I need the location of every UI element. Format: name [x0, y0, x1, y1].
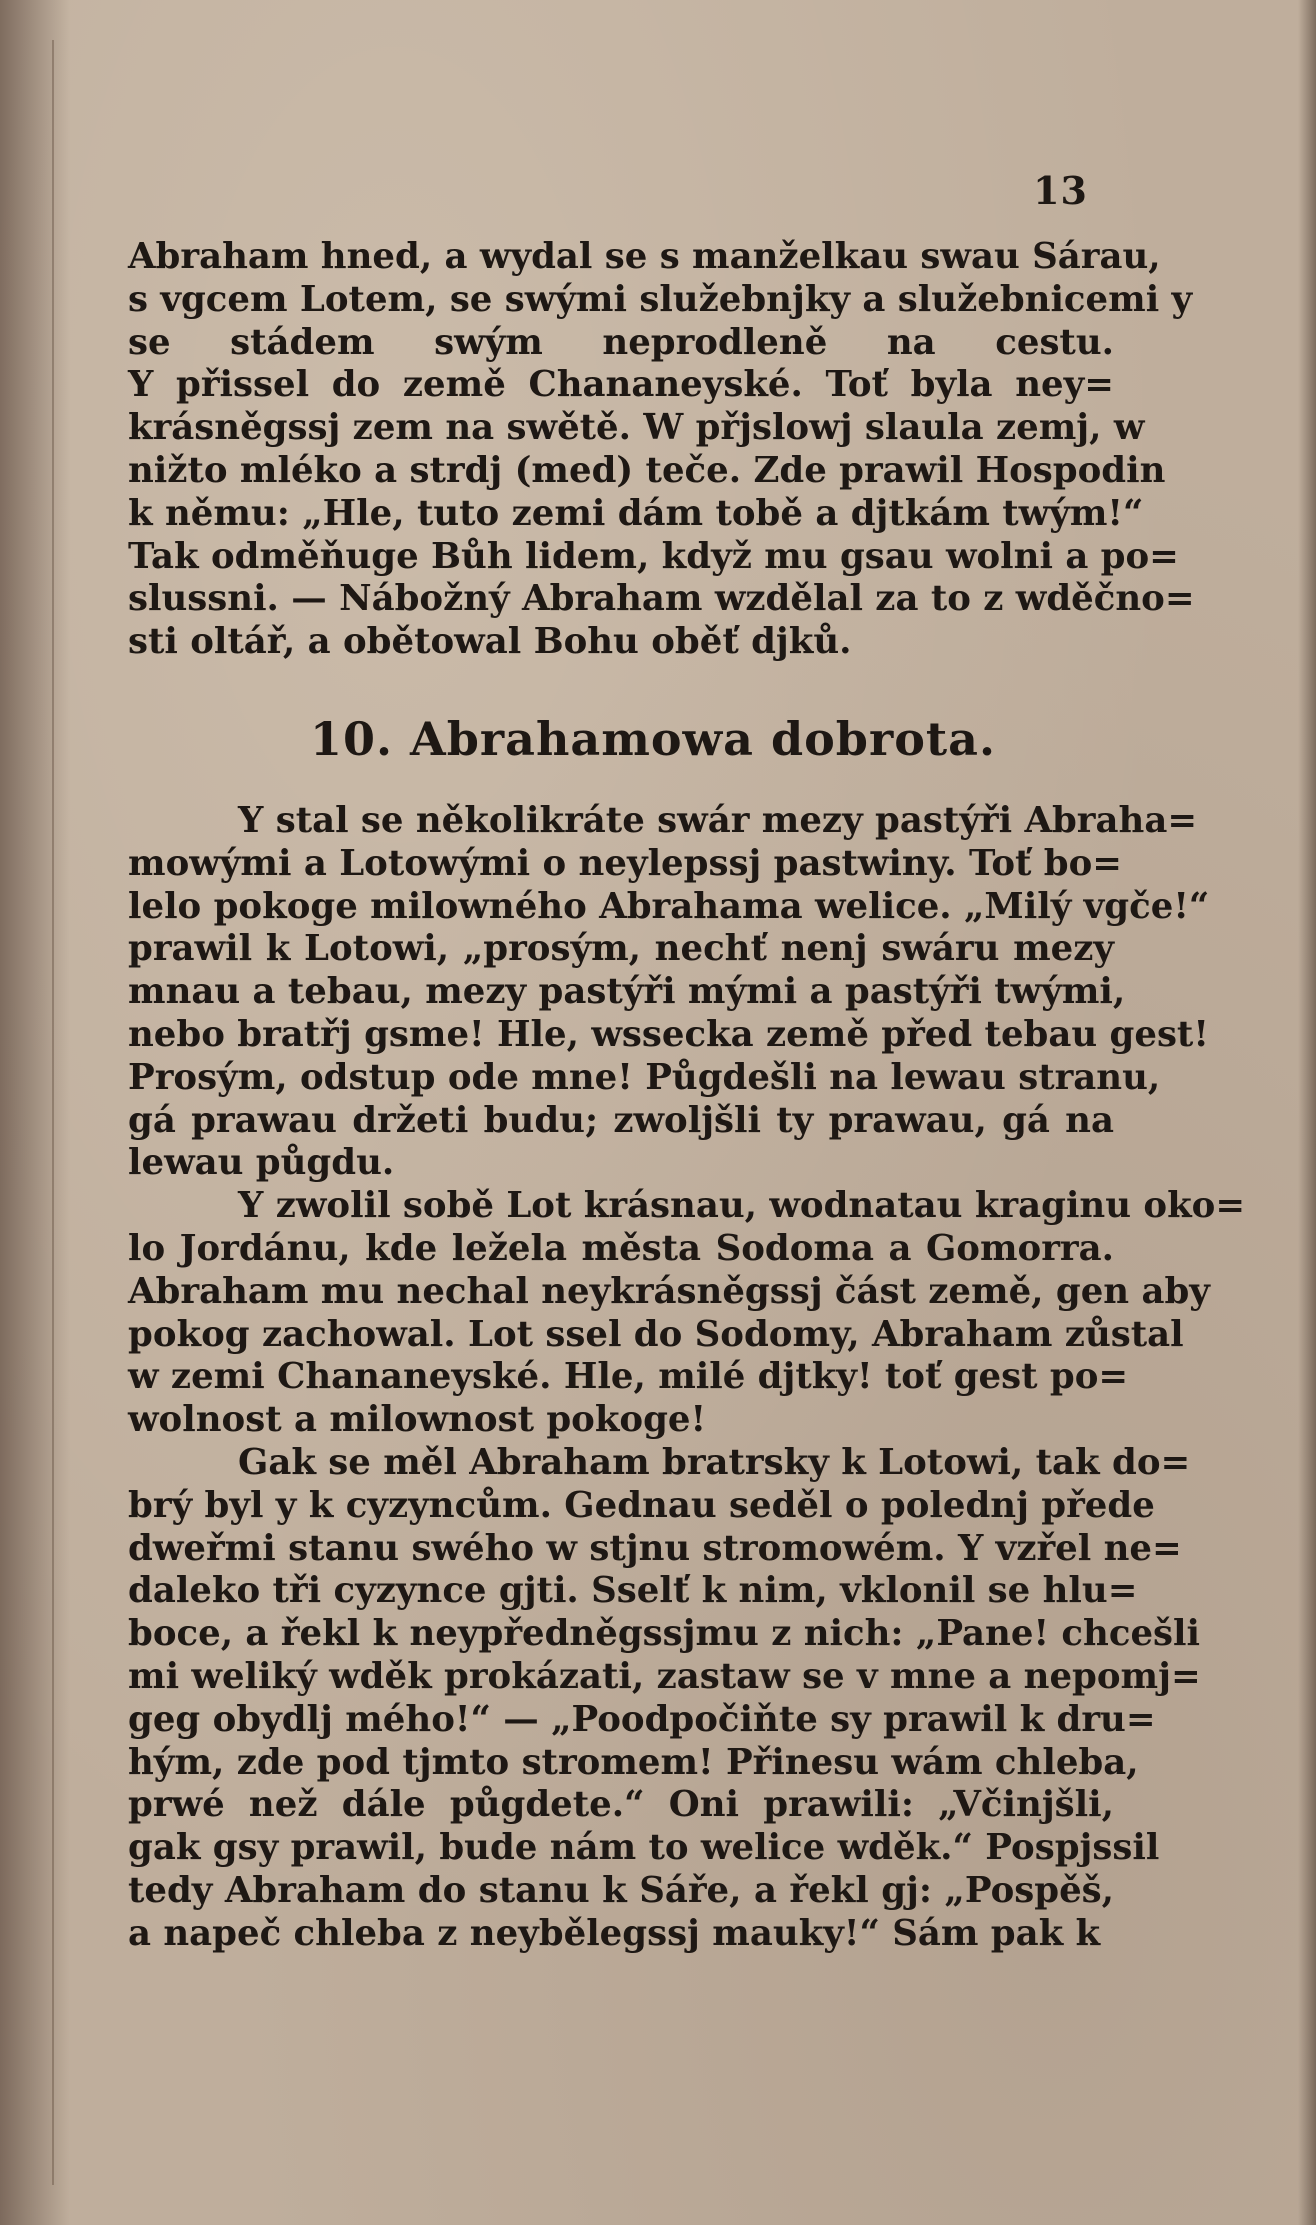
- text-line: tedy Abraham do stanu k Sáře, a řekl gj: „Pospěš,: [128, 1869, 1114, 1911]
- page-number: 13: [1033, 168, 1088, 213]
- text-line: Tak odměňuge Bůh lidem, když mu gsau wolni a po=: [128, 535, 1179, 577]
- text-line: a napeč chleba z neybělegssj mauky!“ Sám pak k: [128, 1912, 1101, 1954]
- paragraph-abraham-journey: [128, 236, 1195, 664]
- text-line: gak gsy prawil, bude nám to welice wděk.“ Pospjssil: [128, 1827, 1160, 1869]
- page-edge-shadow: [1298, 0, 1316, 2225]
- text-line: lelo pokoge milowného Abrahama welice. „Milý vgče!“: [128, 885, 1210, 927]
- text-line: daleko tři cyzynce gjti. Sselť k nim, vklonil se hlu=: [128, 1570, 1138, 1612]
- text-line: hým, zde pod tjmto stromem! Přinesu wám chleba,: [128, 1741, 1139, 1783]
- text-line: Y přissel do země Chananeyské. Toť byla ney=: [128, 364, 1114, 406]
- text-line: gá prawau držeti budu; zwoljšli ty prawau, gá na: [128, 1099, 1114, 1141]
- text-line: nižto mléko a strdj (med) teče. Zde prawil Hospodin: [128, 449, 1166, 491]
- text-line: lo Jordánu, kde ležela města Sodoma a Gomorra.: [128, 1227, 1114, 1269]
- text-line: Abraham hned, a wydal se s manželkau swau Sárau,: [128, 236, 1161, 277]
- text-line: boce, a řekl k neypředněgssjmu z nich: „Pane! chcešli: [128, 1613, 1200, 1655]
- text-line: sti oltář, a obětowal Bohu oběť djků.: [128, 621, 852, 663]
- text-line: brý byl y k cyzyncům. Gednau seděl o polednj přede: [128, 1484, 1155, 1526]
- text-line: Y zwolil sobě Lot krásnau, wodnatau kraginu oko=: [238, 1185, 1246, 1227]
- text-line: Gak se měl Abraham bratrsky k Lotowi, tak do=: [238, 1441, 1191, 1483]
- text-line: mowými a Lotowými o neylepssj pastwiny. Toť bo=: [128, 842, 1122, 884]
- text-line: Abraham mu nechal neykrásněgssj část země, gen aby: [128, 1270, 1210, 1312]
- text-line: prawil k Lotowi, „prosým, nechť nenj swáru mezy: [128, 928, 1114, 970]
- text-line: Prosým, odstup ode mne! Půgdešli na lewau stranu,: [128, 1056, 1161, 1098]
- text-line: nebo bratřj gsme! Hle, wssecka země před tebau gest!: [128, 1013, 1209, 1055]
- text-line: k němu: „Hle, tuto zemi dám tobě a djtkám twým!“: [128, 492, 1144, 534]
- section-heading: 10. Abrahamowa dobrota.: [310, 712, 996, 766]
- text-line: prwé než dále půgdete.“ Oni prawili: „Včinjšli,: [128, 1784, 1114, 1826]
- page-gutter-shadow: [0, 0, 70, 2225]
- text-line: s vgcem Lotem, se swými služebnjky a služebnicemi y: [128, 278, 1193, 320]
- text-line: w zemi Chananeyské. Hle, milé djtky! toť gest po=: [128, 1356, 1129, 1398]
- text-line: dweřmi stanu swého w stjnu stromowém. Y vzřel ne=: [128, 1527, 1182, 1569]
- text-line: mi weliký wděk prokázati, zastaw se v mne a nepomj=: [128, 1655, 1201, 1697]
- paragraph-abraham-kindness: [128, 800, 1246, 1956]
- binding-line: [52, 40, 54, 2185]
- text-line: wolnost a milownost pokoge!: [128, 1399, 707, 1441]
- text-line: pokog zachowal. Lot ssel do Sodomy, Abraham zůstal: [128, 1313, 1184, 1355]
- text-line: slussni. — Nábožný Abraham wzdělal za to z wděčno=: [128, 578, 1195, 620]
- text-line: mnau a tebau, mezy pastýři mými a pastýři twými,: [128, 971, 1126, 1013]
- text-line: lewau půgdu.: [128, 1142, 395, 1184]
- text-line: krásněgssj zem na swětě. W přjslowj slaula zemj, w: [128, 407, 1145, 449]
- text-line: geg obydlj mého!“ — „Poodpočiňte sy prawil k dru=: [128, 1698, 1156, 1740]
- text-line: se stádem swým neprodleně na cestu.: [128, 321, 1114, 363]
- text-line: Y stal se několikráte swár mezy pastýři Abraha=: [238, 800, 1198, 841]
